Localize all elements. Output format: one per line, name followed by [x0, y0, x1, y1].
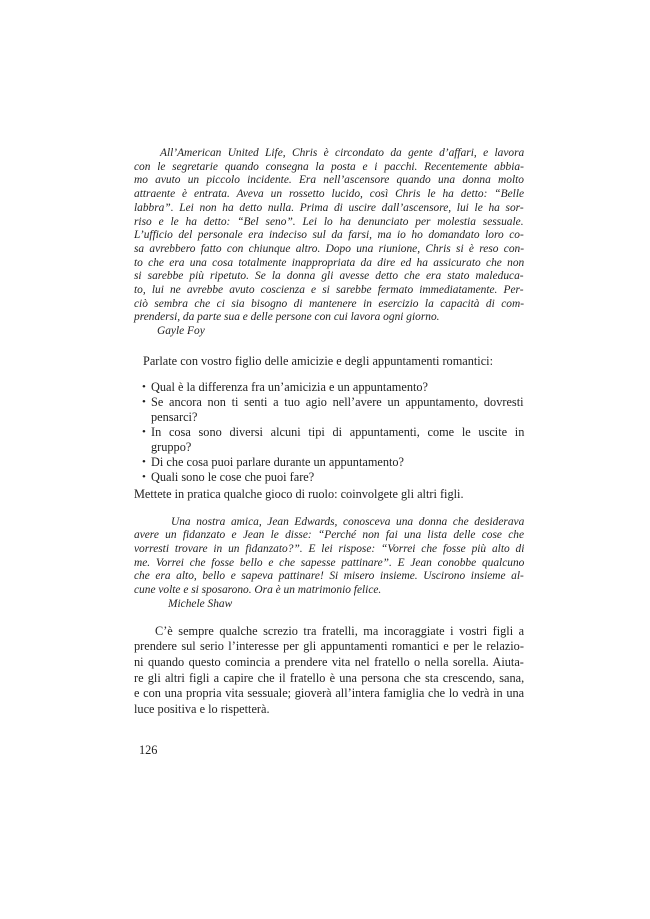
text-line: attraente è entrata. Aveva un rossetto lucido, così Chris le ha detto: “Belle [134, 188, 525, 201]
quote-2-attribution: Michele Shaw [168, 597, 233, 610]
bullet-text [151, 425, 524, 455]
closing-paragraph-text [134, 624, 524, 718]
text-line: e con una propria vita sessuale; gioverà all’intera famiglia che lo vedrà in una [134, 686, 525, 701]
anecdote-quote-2 [134, 516, 524, 612]
text-line: In cosa sono diversi alcuni tipi di appuntamenti, come le uscite in [151, 425, 525, 440]
text-line: riso e le ha detto: “Bel seno”. Lei lo ha denunciato per molestia sessuale. [134, 215, 524, 228]
bullet-text [151, 395, 524, 425]
text-line: pensarci? [151, 410, 198, 425]
bullet-icon: • [142, 471, 146, 484]
bullet-item [134, 470, 524, 485]
text-line: re gli altri figli a capire che il fratello è una persona che sta crescendo, sana, [134, 670, 525, 685]
quote-1-text [134, 147, 524, 325]
quote-1-attribution: Gayle Foy [157, 325, 205, 338]
discussion-bullet-list [134, 380, 524, 485]
text-line: me. Vorrei che fosse bello e che sapesse pattinare”. E Jean conobbe qualcuno [134, 556, 525, 569]
bullet-item [134, 380, 524, 395]
text-line: mo avuto un piccolo incidente. Era nell’ascensore quando una donna molto [134, 174, 524, 187]
closing-paragraph [134, 624, 524, 718]
text-line: Una nostra amica, Jean Edwards, conosceva una donna che desiderava [171, 515, 525, 528]
text-line: labbra”. Lei non ha detto nulla. Prima di uscire dall’ascensore, lui le ha sor- [134, 201, 524, 214]
roleplay-paragraph [134, 487, 524, 502]
text-line: sa avrebbero fatto con chiunque altro. Dopo una riunione, Chris si è reso con- [134, 242, 525, 255]
text-line: Se ancora non ti senti a tuo agio nell’avere un appuntamento, dovresti [151, 395, 524, 410]
text-line: con le segretarie quando consegna la posta e i pacchi. Recentemente abbia- [134, 160, 524, 173]
text-line: Qual è la differenza fra un’amicizia e un appuntamento? [151, 380, 428, 395]
text-line: L’ufficio del personale era indeciso sul da farsi, ma io ho domandato loro co- [134, 229, 524, 242]
quote-2-text [134, 516, 524, 598]
text-line: to, lui ne avrebbe avuto coscienza e si sarebbe fermato immediatamente. Per- [134, 284, 524, 297]
text-line: All’American United Life, Chris è circondato da gente d’affari, e lavora [160, 147, 525, 159]
intro-paragraph [134, 354, 524, 369]
bullet-item [134, 425, 524, 455]
text-line: avere un fidanzato e Jean le disse: “Perché non fai una lista delle cose che [134, 529, 525, 542]
page-number: 126 [139, 743, 158, 757]
text-line: luce positiva e lo rispetterà. [134, 701, 270, 716]
bullet-icon: • [142, 381, 146, 394]
bullet-icon: • [142, 456, 146, 469]
text-line: gruppo? [151, 440, 192, 455]
text-line: ciò sembra che ci sia bisogno di mantenere in esercizio la capacità di com- [134, 297, 525, 310]
bullet-icon: • [142, 396, 146, 409]
text-line: to che era una cosa totalmente inappropriata da dire ed ha assicurato che non [134, 256, 525, 269]
text-line: prendersi, da parte sua e delle persone con cui lavora ogni giorno. [134, 311, 440, 324]
text-line: si sarebbe più ripetuto. Se la donna gli avesse detto che era stato maleduca- [134, 270, 524, 283]
text-line: che era alto, bello e sapeva pattinare! Si misero insieme. Uscirono insieme al- [134, 570, 524, 583]
bullet-text [151, 470, 524, 485]
intro-paragraph-text [134, 354, 524, 369]
bullet-text [151, 380, 524, 395]
roleplay-paragraph-text [134, 487, 524, 502]
text-line: C’è sempre qualche screzio tra fratelli, ma incoraggiate i vostri figli a [155, 623, 525, 638]
bullet-item [134, 395, 524, 425]
text-line: Mettete in pratica qualche gioco di ruolo: coinvolgete gli altri figli. [134, 487, 464, 502]
text-line: Quali sono le cose che puoi fare? [151, 470, 315, 485]
text-line: Parlate con vostro figlio delle amicizie e degli appuntamenti romantici: [143, 353, 494, 368]
bullet-icon: • [142, 426, 146, 439]
text-line: cune volte e si sposarono. Ora è un matrimonio felice. [134, 584, 382, 597]
text-line: vorresti trovare in un fidanzato?”. E lei rispose: “Vorrei che fosse più alto di [134, 542, 525, 555]
text-column [134, 147, 524, 717]
bullet-text [151, 455, 524, 470]
text-line: ni quando questo comincia a prendere vita nel fratello o nella sorella. Aiuta- [134, 655, 524, 670]
anecdote-quote-1 [134, 147, 524, 339]
bullet-item [134, 455, 524, 470]
text-line: prendere sul serio l’interesse per gli appuntamenti romantici e per le relazio- [134, 639, 524, 654]
text-line: Di che cosa puoi parlare durante un appuntamento? [151, 455, 405, 470]
